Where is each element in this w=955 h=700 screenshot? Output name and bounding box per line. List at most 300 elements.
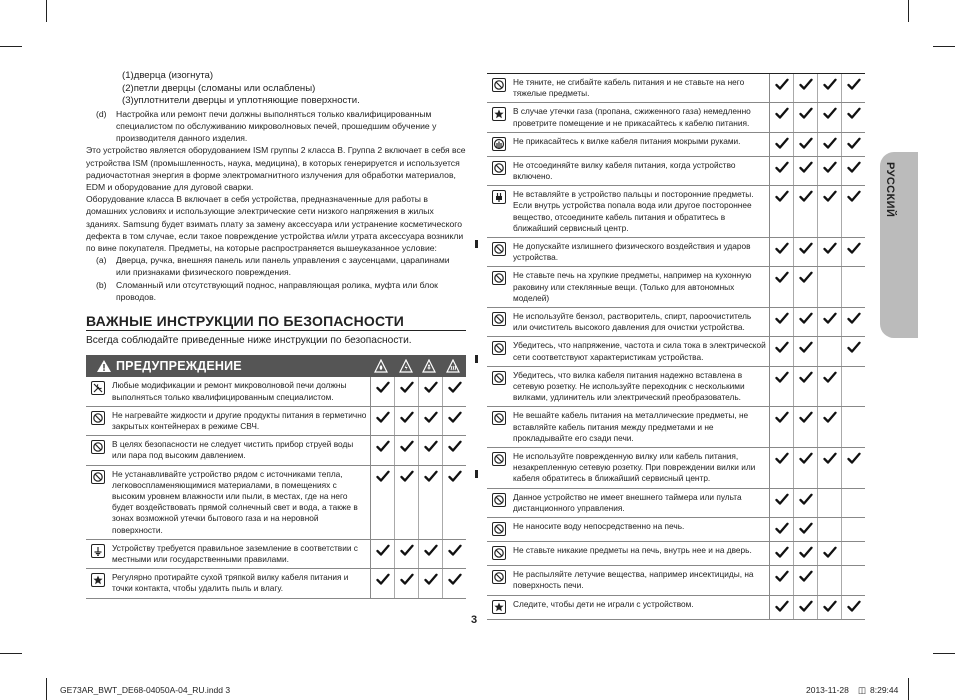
- check-cell: [794, 132, 818, 156]
- row-text: Не нагревайте жидкости и другие продукты питания в герметично закрытых контейнерах в режиме СВЧ.: [110, 406, 371, 435]
- check-cell: [371, 377, 395, 406]
- row-text: Не отсоединяйте вилку кабеля питания, когда устройство включено.: [511, 156, 770, 185]
- prohibited-icon: [492, 271, 506, 285]
- check-cell: [842, 308, 866, 337]
- check-cell: [794, 337, 818, 366]
- row-text: Убедитесь, что напряжение, частота и сила тока в электрической сети соответствуют характеристикам устройства.: [511, 337, 770, 366]
- checkmark-icon: [823, 242, 837, 255]
- check-cell: [818, 488, 842, 517]
- checkmark-icon: [424, 381, 438, 394]
- row-text: Не вставляйте в устройство пальцы и посторонние предметы. Если внутрь устройства попала вода или другое постороннее вещество, отсоедините кабель питания и обратитесь в ближайший сервисный центр.: [511, 186, 770, 238]
- row-icon-cell: [86, 377, 110, 406]
- checkmark-icon: [823, 312, 837, 325]
- prohibited-icon: [492, 78, 506, 92]
- row-icon-cell: [86, 406, 110, 435]
- check-cell: [794, 308, 818, 337]
- check-cell: [395, 436, 419, 465]
- table-row: [86, 465, 466, 539]
- row-text: Не используйте бензол, растворитель, спирт, пароочиститель или очиститель высокого давления для очистки устройства.: [511, 308, 770, 337]
- row-icon-cell: [487, 566, 511, 595]
- defect-item: (3)уплотнители дверцы и уплотняющие поверхности.: [122, 95, 360, 107]
- table-row: [487, 238, 865, 267]
- checkmark-icon: [799, 161, 813, 174]
- prohibited-icon: [492, 570, 506, 584]
- checkmark-icon: [823, 137, 837, 150]
- checkmark-icon: [775, 312, 789, 325]
- check-cell: [842, 186, 866, 238]
- check-cell: [818, 132, 842, 156]
- row-icon-cell: [487, 488, 511, 517]
- checkmark-icon: [847, 137, 861, 150]
- electric-hazard-icon: [399, 359, 413, 373]
- checkmark-icon: [799, 242, 813, 255]
- check-cell: [794, 186, 818, 238]
- check-cell: [842, 566, 866, 595]
- check-cell: [770, 156, 794, 185]
- checkmark-icon: [847, 161, 861, 174]
- table-row: [487, 267, 865, 308]
- prohibited-icon: [91, 470, 105, 484]
- check-cell: [794, 448, 818, 489]
- check-cell: [770, 488, 794, 517]
- row-icon-cell: [487, 308, 511, 337]
- checkmark-icon: [376, 544, 390, 557]
- checkmark-icon: [424, 470, 438, 483]
- list-text: Настройка или ремонт печи должны выполняться только квалифицированным специалистом по обслуживанию микроволновых печей, прошедшим обучение у производителя данного изделия.: [116, 108, 437, 144]
- row-text: Не вешайте кабель питания на металлические предметы, не вставляйте кабель питания между предметами и не прокладывайте его сзади печи.: [511, 407, 770, 448]
- check-cell: [443, 406, 467, 435]
- check-cell: [842, 595, 866, 619]
- row-icon-cell: [487, 132, 511, 156]
- checkmark-icon: [448, 381, 462, 394]
- row-icon-cell: [487, 366, 511, 407]
- check-cell: [842, 448, 866, 489]
- row-icon-cell: [487, 74, 511, 103]
- table-row: [86, 539, 466, 568]
- warning-table-continued: [487, 74, 865, 620]
- footer-time: 8:29:44: [870, 685, 899, 695]
- checkmark-icon: [823, 161, 837, 174]
- checkmark-icon: [823, 78, 837, 91]
- injury-hazard-icon: [422, 359, 436, 373]
- table-row: [487, 595, 865, 619]
- row-icon-cell: [487, 448, 511, 489]
- row-icon-cell: [487, 542, 511, 566]
- row-icon-cell: [487, 103, 511, 132]
- checkmark-icon: [376, 470, 390, 483]
- check-cell: [818, 308, 842, 337]
- check-cell: [770, 542, 794, 566]
- page-number: 3: [471, 614, 478, 626]
- row-text: Регулярно протирайте сухой тряпкой вилку кабеля питания и точки контакта, чтобы удалить пыль и влагу.: [110, 569, 371, 598]
- prohibited-icon: [492, 371, 506, 385]
- checkmark-icon: [799, 600, 813, 613]
- check-cell: [818, 238, 842, 267]
- checkmark-icon: [448, 573, 462, 586]
- checkmark-icon: [448, 544, 462, 557]
- check-cell: [770, 238, 794, 267]
- table-row: [487, 156, 865, 185]
- check-cell: [818, 448, 842, 489]
- check-cell: [770, 448, 794, 489]
- check-cell: [443, 436, 467, 465]
- crop-mark: [46, 678, 47, 700]
- check-cell: [794, 74, 818, 103]
- checkmark-icon: [376, 411, 390, 424]
- row-icon-cell: [86, 465, 110, 539]
- checkmark-icon: [799, 137, 813, 150]
- check-cell: [443, 539, 467, 568]
- checkmark-icon: [799, 271, 813, 284]
- crop-mark: [908, 0, 909, 22]
- check-cell: [818, 74, 842, 103]
- checkmark-icon: [424, 544, 438, 557]
- check-cell: [770, 132, 794, 156]
- check-cell: [842, 407, 866, 448]
- check-cell: [419, 377, 443, 406]
- row-icon-cell: [86, 569, 110, 598]
- footer-date: 2013-11-28: [806, 685, 849, 695]
- checkmark-icon: [847, 600, 861, 613]
- checkmark-icon: [847, 78, 861, 91]
- checkmark-icon: [376, 440, 390, 453]
- row-icon-cell: [487, 238, 511, 267]
- checkmark-icon: [799, 371, 813, 384]
- checkmark-icon: [775, 78, 789, 91]
- check-cell: [395, 465, 419, 539]
- check-cell: [842, 238, 866, 267]
- fire-hazard-icon: [374, 359, 388, 373]
- table-row: [487, 518, 865, 542]
- row-text: Не устанавливайте устройство рядом с источниками тепла, легковоспламеняющимися материалами, в помещениях с высоким уровнем влажности или пыли, в местах, где на него будет воздействовать прямой солнечный свет и вода, а также в зонах возможной утечки бытового газа и на неровной поверхности.: [110, 465, 371, 539]
- check-cell: [419, 539, 443, 568]
- checkmark-icon: [823, 190, 837, 203]
- checkmark-icon: [448, 470, 462, 483]
- row-text: Не допускайте излишнего физического воздействия и ударов устройства.: [511, 238, 770, 267]
- checkmark-icon: [847, 452, 861, 465]
- check-cell: [770, 518, 794, 542]
- table-row: [487, 366, 865, 407]
- check-cell: [371, 569, 395, 598]
- row-text: Любые модификации и ремонт микроволновой печи должны выполняться только квалифицированным специалистом.: [110, 377, 371, 406]
- table-row: [487, 103, 865, 132]
- check-cell: [395, 406, 419, 435]
- checkmark-icon: [847, 242, 861, 255]
- check-cell: [770, 595, 794, 619]
- check-cell: [818, 595, 842, 619]
- row-icon-cell: [86, 436, 110, 465]
- row-text: Убедитесь, что вилка кабеля питания надежно вставлена в сетевую розетку. Не используйте переходник с несколькими вилками, удлинитель или электрический преобразователь.: [511, 366, 770, 407]
- checkmark-icon: [775, 600, 789, 613]
- row-text: В случае утечки газа (пропана, сжиженного газа) немедленно проветрите помещение и не прикасайтесь к кабелю питания.: [511, 103, 770, 132]
- check-cell: [770, 407, 794, 448]
- crop-mark: [933, 46, 955, 47]
- check-cell: [770, 103, 794, 132]
- table-row: [487, 74, 865, 103]
- checkmark-icon: [847, 107, 861, 120]
- checkmark-icon: [775, 522, 789, 535]
- check-cell: [794, 156, 818, 185]
- prohibited-icon: [492, 411, 506, 425]
- check-cell: [770, 74, 794, 103]
- row-text: Не распыляйте летучие вещества, например инсектициды, на поверхность печи.: [511, 566, 770, 595]
- check-cell: [842, 74, 866, 103]
- check-cell: [818, 566, 842, 595]
- row-text: Не ставьте печь на хрупкие предметы, например на кухонную раковину или стеклянные вещи. (Только для автономных моделей): [511, 267, 770, 308]
- door-defects-list: [86, 70, 466, 108]
- check-cell: [794, 542, 818, 566]
- footer-filename: GE73AR_BWT_DE68-04050A-04_RU.indd 3: [60, 685, 231, 695]
- table-row: [487, 132, 865, 156]
- check-cell: [371, 436, 395, 465]
- table-row: [487, 566, 865, 595]
- prohibited-icon: [492, 452, 506, 466]
- check-cell: [818, 542, 842, 566]
- checkmark-icon: [799, 78, 813, 91]
- checkmark-icon: [799, 107, 813, 120]
- check-cell: [443, 465, 467, 539]
- defect-item: (2)петли дверцы (сломаны или ослаблены): [122, 82, 316, 94]
- row-icon-cell: [487, 518, 511, 542]
- check-cell: [842, 132, 866, 156]
- row-text: Не используйте поврежденную вилку или кабель питания, незакрепленную сетевую розетку. При повреждении вилки или кабеля обратитесь в ближайший сервисный центр.: [511, 448, 770, 489]
- wet-hand-icon: [492, 137, 506, 151]
- checkmark-icon: [823, 411, 837, 424]
- register-mark: [475, 355, 478, 363]
- row-icon-cell: [487, 156, 511, 185]
- checkmark-icon: [799, 452, 813, 465]
- check-cell: [842, 366, 866, 407]
- check-cell: [419, 465, 443, 539]
- register-mark: [475, 470, 478, 478]
- checkmark-icon: [775, 271, 789, 284]
- check-cell: [842, 542, 866, 566]
- crop-mark: [46, 0, 47, 22]
- table-row: [487, 308, 865, 337]
- prohibited-icon: [492, 493, 506, 507]
- checkmark-icon: [424, 411, 438, 424]
- check-cell: [842, 518, 866, 542]
- checkmark-icon: [799, 411, 813, 424]
- crop-mark: [0, 46, 22, 47]
- check-cell: [443, 377, 467, 406]
- check-cell: [770, 337, 794, 366]
- checkmark-icon: [799, 570, 813, 583]
- prohibited-icon: [492, 341, 506, 355]
- check-cell: [842, 488, 866, 517]
- crop-mark: [933, 653, 955, 654]
- ism-paragraph: Это устройство является оборудованием ISM группы 2 класса B. Группа 2 включает в себя все устройства ISM (промышленность, наука, медицина), в которых генерируется и используется радиочастотная энергия в форме электромагнитного излучения для обработки материалов, EDM и оборудование для дуговой сварки.: [86, 145, 466, 192]
- check-cell: [818, 337, 842, 366]
- table-row: [487, 448, 865, 489]
- left-column: [86, 70, 466, 599]
- check-cell: [371, 465, 395, 539]
- checkmark-icon: [775, 242, 789, 255]
- row-text: Следите, чтобы дети не играли с устройством.: [511, 595, 770, 619]
- check-cell: [818, 518, 842, 542]
- checkmark-icon: [799, 312, 813, 325]
- check-cell: [818, 103, 842, 132]
- checkmark-icon: [823, 371, 837, 384]
- checkmark-icon: [775, 341, 789, 354]
- check-cell: [419, 569, 443, 598]
- check-cell: [395, 539, 419, 568]
- checkmark-icon: [775, 411, 789, 424]
- unplug-icon: [492, 190, 506, 204]
- check-cell: [794, 366, 818, 407]
- check-cell: [794, 238, 818, 267]
- check-cell: [818, 267, 842, 308]
- checkmark-icon: [847, 341, 861, 354]
- list-text: Дверца, ручка, внешняя панель или панель управления с заусенцами, царапинами или признаками физического повреждения.: [116, 255, 450, 278]
- star-icon: [492, 600, 506, 614]
- checkmark-icon: [847, 312, 861, 325]
- crop-mark: [0, 653, 22, 654]
- check-cell: [794, 267, 818, 308]
- check-cell: [419, 406, 443, 435]
- section-title: ВАЖНЫЕ ИНСТРУКЦИИ ПО БЕЗОПАСНОСТИ: [86, 315, 466, 331]
- checkmark-icon: [775, 161, 789, 174]
- star-icon: [492, 107, 506, 121]
- list-label: (a): [96, 255, 107, 266]
- checkmark-icon: [823, 600, 837, 613]
- table-row: [86, 569, 466, 598]
- list-item-d: [86, 108, 466, 145]
- prohibited-icon: [492, 522, 506, 536]
- checkmark-icon: [799, 493, 813, 506]
- table-row: [487, 488, 865, 517]
- row-icon-cell: [487, 595, 511, 619]
- checkmark-icon: [424, 440, 438, 453]
- check-cell: [770, 366, 794, 407]
- check-cell: [770, 566, 794, 595]
- check-cell: [770, 267, 794, 308]
- row-icon-cell: [487, 267, 511, 308]
- prohibited-icon: [91, 411, 105, 425]
- table-row: [86, 436, 466, 465]
- heat-hazard-icon: [446, 359, 460, 373]
- checkmark-icon: [775, 493, 789, 506]
- language-tab-label: РУССКИЙ: [884, 162, 896, 218]
- section-subtitle: Всегда соблюдайте приведенные ниже инструкции по безопасности.: [86, 335, 412, 347]
- check-cell: [818, 407, 842, 448]
- row-icon-cell: [86, 539, 110, 568]
- check-cell: [794, 407, 818, 448]
- warning-header: [86, 355, 466, 377]
- checkmark-icon: [400, 381, 414, 394]
- checkmark-icon: [799, 522, 813, 535]
- check-cell: [818, 366, 842, 407]
- checkmark-icon: [799, 190, 813, 203]
- row-icon-cell: [487, 407, 511, 448]
- check-cell: [794, 488, 818, 517]
- check-cell: [842, 337, 866, 366]
- prohibited-icon: [492, 546, 506, 560]
- warning-title: ПРЕДУПРЕЖДЕНИЕ: [116, 359, 242, 374]
- warning-icon: [96, 359, 112, 373]
- table-row: [487, 407, 865, 448]
- checkmark-icon: [847, 190, 861, 203]
- check-cell: [770, 308, 794, 337]
- list-label: (d): [96, 108, 107, 119]
- check-cell: [818, 156, 842, 185]
- table-row: [86, 377, 466, 406]
- footer-time-icon: ◫: [858, 685, 867, 695]
- check-cell: [419, 436, 443, 465]
- row-text: Не прикасайтесь к вилке кабеля питания мокрыми руками.: [511, 132, 770, 156]
- list-item-b: [86, 279, 466, 303]
- checkmark-icon: [799, 341, 813, 354]
- checkmark-icon: [823, 452, 837, 465]
- checkmark-icon: [400, 573, 414, 586]
- ground-icon: [91, 544, 105, 558]
- check-cell: [818, 186, 842, 238]
- row-text: Устройству требуется правильное заземление в соответствии с местными или государственными правилами.: [110, 539, 371, 568]
- row-text: Не наносите воду непосредственно на печь.: [511, 518, 770, 542]
- check-cell: [371, 539, 395, 568]
- checkmark-icon: [775, 107, 789, 120]
- defect-item: (1)дверца (изогнута): [122, 70, 214, 81]
- prohibited-icon: [492, 312, 506, 326]
- prohibited-icon: [492, 161, 506, 175]
- checkmark-icon: [424, 573, 438, 586]
- checkmark-icon: [775, 452, 789, 465]
- check-cell: [794, 595, 818, 619]
- check-cell: [443, 569, 467, 598]
- check-cell: [794, 518, 818, 542]
- check-cell: [842, 103, 866, 132]
- wrench-prohibited-icon: [91, 381, 105, 395]
- check-cell: [842, 267, 866, 308]
- check-cell: [395, 377, 419, 406]
- checkmark-icon: [775, 137, 789, 150]
- class-b-paragraph: Оборудование класса B включает в себя устройства, предназначенные для работы в домашних условиях и использующие электрические сети низкого напряжения в жилых зданиях. Samsung будет взимать плату за замену аксессуара или устранение косметического дефекта в том случае, если такое повреждение устройства и/или утрата аксессуара возникли по вине покупателя. Предметы, на которые распространяется вышеуказанное условие:: [86, 194, 464, 254]
- register-mark: [475, 240, 478, 248]
- checkmark-icon: [775, 546, 789, 559]
- check-cell: [371, 406, 395, 435]
- checkmark-icon: [823, 546, 837, 559]
- checkmark-icon: [400, 544, 414, 557]
- checkmark-icon: [376, 381, 390, 394]
- row-icon-cell: [487, 186, 511, 238]
- crop-mark: [908, 678, 909, 700]
- checkmark-icon: [775, 570, 789, 583]
- checkmark-icon: [400, 411, 414, 424]
- row-text: Данное устройство не имеет внешнего таймера или пульта дистанционного управления.: [511, 488, 770, 517]
- prohibited-icon: [91, 440, 105, 454]
- checkmark-icon: [775, 371, 789, 384]
- row-icon-cell: [487, 337, 511, 366]
- right-column: [487, 73, 865, 620]
- list-text: Сломанный или отсутствующий поднос, направляющая ролика, муфта или блок проводов.: [116, 279, 438, 302]
- checkmark-icon: [448, 440, 462, 453]
- language-tab: [880, 152, 918, 338]
- checkmark-icon: [448, 411, 462, 424]
- check-cell: [770, 186, 794, 238]
- checkmark-icon: [799, 546, 813, 559]
- check-cell: [395, 569, 419, 598]
- warning-table: [86, 377, 466, 598]
- check-cell: [794, 103, 818, 132]
- row-text: В целях безопасности не следует чистить прибор струей воды или пара под высоким давлением.: [110, 436, 371, 465]
- list-item-a: [86, 254, 466, 278]
- table-row: [86, 406, 466, 435]
- checkmark-icon: [823, 107, 837, 120]
- checkmark-icon: [400, 440, 414, 453]
- star-icon: [91, 573, 105, 587]
- row-text: Не ставьте никакие предметы на печь, внутрь нее и на дверь.: [511, 542, 770, 566]
- check-cell: [842, 156, 866, 185]
